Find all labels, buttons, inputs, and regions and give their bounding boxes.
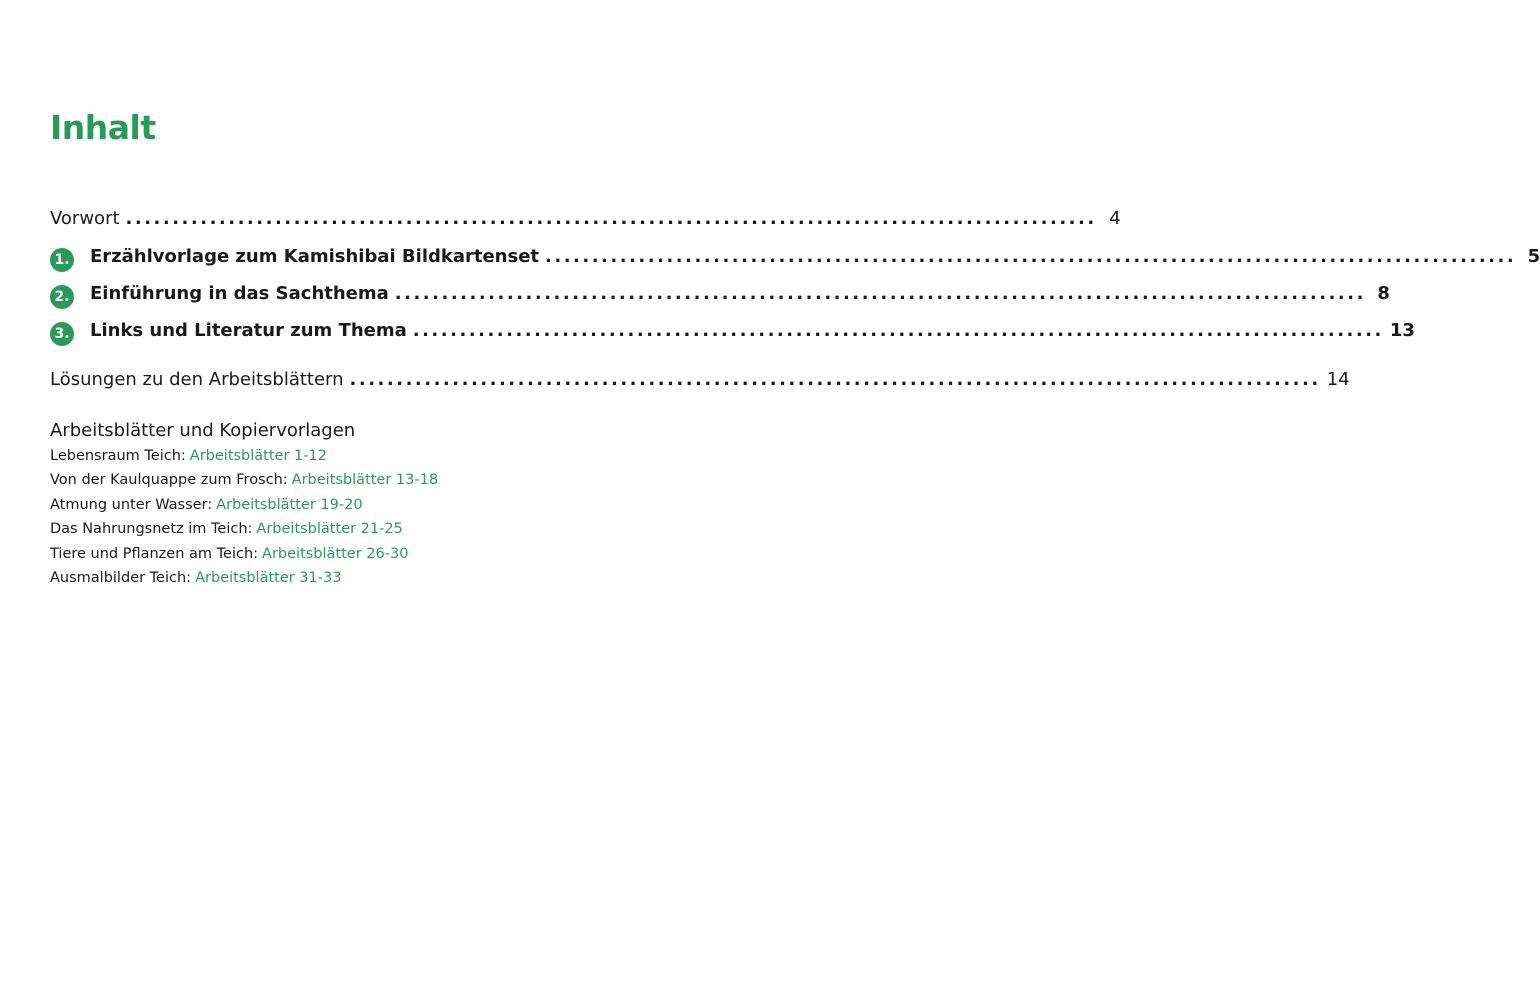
leader-dots: ........................................................................................................	[412, 320, 1384, 341]
worksheet-entry[interactable]	[50, 448, 327, 464]
toc-label: Lösungen zu den Arbeitsblättern	[50, 369, 344, 390]
chapter-number-badge: 1.	[50, 248, 74, 272]
toc-entry-chapter-2[interactable]	[50, 283, 1390, 311]
toc-page-number: 8	[1377, 283, 1390, 304]
worksheet-ref: Arbeitsblätter 31-33	[195, 570, 342, 586]
worksheet-ref: Arbeitsblätter 26-30	[262, 546, 409, 562]
toc-page-number: 14	[1326, 369, 1350, 390]
worksheet-topic: Tiere und Pflanzen am Teich:	[50, 546, 259, 562]
worksheet-entry[interactable]	[50, 521, 403, 537]
worksheet-topic: Lebensraum Teich:	[50, 448, 186, 464]
leader-dots: ........................................................................................................	[545, 246, 1517, 267]
toc-page-number: 5	[1527, 246, 1540, 267]
worksheet-topic: Atmung unter Wasser:	[50, 497, 213, 513]
toc-entry-chapter-3[interactable]	[50, 320, 1415, 348]
worksheet-ref: Arbeitsblätter 19-20	[216, 497, 363, 513]
worksheet-entry[interactable]	[50, 570, 341, 586]
toc-entry-loesungen[interactable]	[50, 369, 1350, 397]
page-title: Inhalt	[50, 108, 156, 147]
worksheets-heading: Arbeitsblätter und Kopiervorlagen	[50, 420, 356, 441]
chapter-number-badge: 3.	[50, 322, 74, 346]
worksheet-entry[interactable]	[50, 497, 363, 513]
worksheet-ref: Arbeitsblätter 1-12	[189, 448, 327, 464]
chapter-number-badge: 2.	[50, 285, 74, 309]
worksheet-entry[interactable]	[50, 546, 408, 562]
toc-label: Einführung in das Sachthema	[90, 283, 389, 304]
worksheet-entry[interactable]	[50, 472, 438, 488]
toc-label: Vorwort	[50, 208, 120, 229]
toc-label: Links und Literatur zum Thema	[90, 320, 407, 341]
toc-page-number: 4	[1109, 208, 1121, 229]
leader-dots: ........................................................................................................	[349, 369, 1321, 390]
toc-entry-vorwort[interactable]	[50, 208, 1121, 236]
worksheet-topic: Das Nahrungsnetz im Teich:	[50, 521, 253, 537]
leader-dots: ........................................................................................................	[125, 208, 1097, 229]
toc-page-number: 13	[1389, 320, 1415, 341]
worksheet-topic: Ausmalbilder Teich:	[50, 570, 192, 586]
worksheet-ref: Arbeitsblätter 13-18	[291, 472, 439, 488]
worksheet-topic: Von der Kaulquappe zum Frosch:	[50, 472, 288, 488]
toc-label: Erzählvorlage zum Kamishibai Bildkartenset	[90, 246, 540, 267]
worksheet-ref: Arbeitsblätter 21-25	[256, 521, 403, 537]
toc-entry-chapter-1[interactable]	[50, 246, 1540, 274]
leader-dots: ........................................................................................................	[394, 283, 1366, 304]
